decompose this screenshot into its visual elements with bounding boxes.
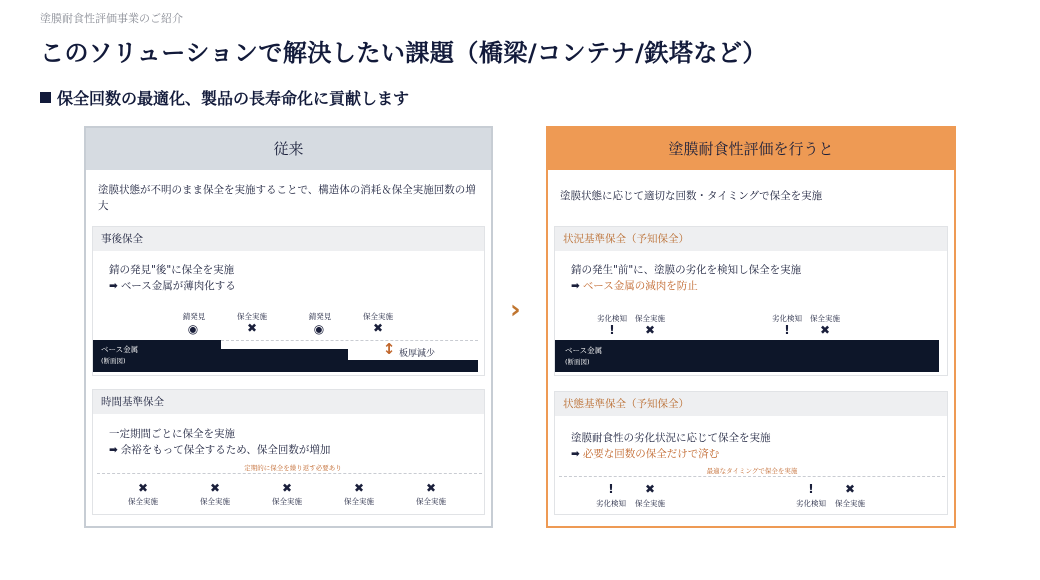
marker-label: 劣化検知 <box>772 314 802 323</box>
breakdown-line-1: 錆の発見"後"に保全を実施 <box>109 264 235 276</box>
tools-icon: ✖ <box>644 482 656 496</box>
marker-label: 保全実施 <box>200 497 230 506</box>
right-arrow-icon: ➡ <box>571 280 580 292</box>
original-thickness-line <box>221 340 478 341</box>
tools-icon: ✖ <box>819 323 831 337</box>
right-arrow-icon: ➡ <box>109 280 118 292</box>
marker-label: 保全実施 <box>635 499 665 508</box>
marker-label: 錆発見 <box>308 312 332 321</box>
tools-icon: ✖ <box>372 321 384 335</box>
base-metal-bar-thinned-more <box>348 360 478 372</box>
time-based-line-2 <box>109 442 330 457</box>
timeline-dashes <box>97 473 482 474</box>
coating-evaluation-panel <box>546 126 956 528</box>
state-based-maintenance-section <box>554 391 948 515</box>
condition-line-2-text: ベース金属の減肉を防止 <box>582 280 698 292</box>
exclamation-icon: ! <box>608 482 614 496</box>
condition-line-2 <box>571 278 698 293</box>
tools-icon: ✖ <box>644 323 656 337</box>
marker-label: 保全実施 <box>416 497 446 506</box>
marker-label: 劣化検知 <box>597 314 627 323</box>
condition-based-maintenance-title: 状況基準保全（予知保全） <box>555 227 947 251</box>
chevron-right-icon: › <box>510 295 521 325</box>
right-arrow-icon: ➡ <box>109 444 118 456</box>
tools-icon: ✖ <box>209 481 221 495</box>
page-subtitle <box>40 86 409 109</box>
base-metal-label: ベース金属 (断面図) <box>101 345 139 365</box>
marker-label: 保全実施 <box>344 497 374 506</box>
exclamation-icon: ! <box>808 482 814 496</box>
state-line-2 <box>571 446 719 461</box>
tools-icon: ✖ <box>137 481 149 495</box>
eye-icon: ◉ <box>313 322 325 336</box>
right-arrow-icon: ➡ <box>571 448 580 460</box>
timeline-note: 定期的に保全を繰り返す必要あり <box>223 463 363 472</box>
marker-label: 劣化検知 <box>596 499 626 508</box>
state-based-maintenance-title: 状態基準保全（予知保全） <box>555 392 947 416</box>
marker-label: 保全実施 <box>128 497 158 506</box>
base-metal-bar-thinned <box>221 349 348 372</box>
thickness-arrow-icon: ↕ <box>382 340 396 358</box>
marker-label: 保全実施 <box>635 314 665 323</box>
time-based-line-2-text: 余裕をもって保全するため、保全回数が増加 <box>120 444 331 456</box>
breakdown-line-2-text: ベース金属が薄肉化する <box>120 280 236 292</box>
marker-label: 保全実施 <box>835 499 865 508</box>
subtitle-text: 保全回数の最適化、製品の長寿命化に貢献します <box>57 89 410 108</box>
coating-evaluation-header: 塗膜耐食性評価を行うと <box>548 128 954 170</box>
breakdown-line-2 <box>109 278 236 293</box>
exclamation-icon: ! <box>784 323 790 337</box>
state-line-2-text: 必要な回数の保全だけで済む <box>582 448 720 460</box>
base-metal-bar <box>555 340 939 372</box>
thickness-reduction-label: 板厚減少 <box>399 349 436 359</box>
base-metal-label: ベース金属 (断面図) <box>565 346 603 366</box>
condition-based-maintenance-section <box>554 226 948 376</box>
tools-icon: ✖ <box>353 481 365 495</box>
marker-label: 錆発見 <box>182 312 206 321</box>
timeline-dashes <box>559 476 945 477</box>
marker-label: 保全実施 <box>272 497 302 506</box>
breakdown-maintenance-title: 事後保全 <box>93 227 484 251</box>
marker-label: 保全実施 <box>810 314 840 323</box>
tools-icon: ✖ <box>425 481 437 495</box>
state-line-1: 塗膜耐食性の劣化状況に応じて保全を実施 <box>571 432 771 444</box>
tools-icon: ✖ <box>246 321 258 335</box>
coating-evaluation-description: 塗膜状態に応じて適切な回数・タイミングで保全を実施 <box>560 190 823 202</box>
exclamation-icon: ! <box>609 323 615 337</box>
conventional-description: 塗膜状態が不明のまま保全を実施することで、構造体の消耗＆保全実施回数の増大 <box>98 184 476 212</box>
breakdown-maintenance-section <box>92 226 485 376</box>
timeline-note: 最適なタイミングで保全を実施 <box>687 466 817 475</box>
marker-label: 保全実施 <box>237 312 267 321</box>
breadcrumb: 塗膜耐食性評価事業のご紹介 <box>40 12 183 25</box>
page-title: このソリューションで解決したい課題（橋梁/コンテナ/鉄塔など） <box>40 39 767 67</box>
time-based-maintenance-title: 時間基準保全 <box>93 390 484 414</box>
condition-line-1: 錆の発生"前"に、塗膜の劣化を検知し保全を実施 <box>571 264 802 276</box>
bullet-square-icon <box>40 92 51 103</box>
conventional-panel <box>84 126 493 528</box>
time-based-line-1: 一定期間ごとに保全を実施 <box>109 428 235 440</box>
conventional-panel-header: 従来 <box>86 128 491 170</box>
tools-icon: ✖ <box>844 482 856 496</box>
marker-label: 保全実施 <box>363 312 393 321</box>
marker-label: 劣化検知 <box>796 499 826 508</box>
tools-icon: ✖ <box>281 481 293 495</box>
time-based-maintenance-section <box>92 389 485 515</box>
eye-icon: ◉ <box>187 322 199 336</box>
